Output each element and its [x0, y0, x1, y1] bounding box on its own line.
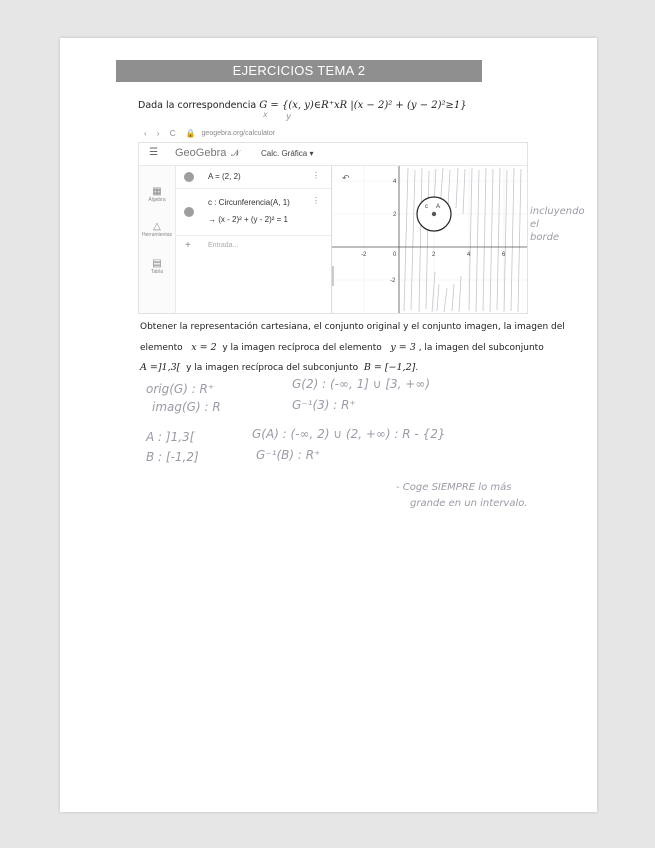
answer-orig: orig(G) : R⁺: [146, 382, 215, 396]
app-logo-icon: 𝒩: [231, 148, 240, 158]
answer-ginvb: G⁻¹(B) : R⁺: [256, 448, 321, 462]
undo-icon[interactable]: ↶: [342, 173, 350, 183]
plus-icon[interactable]: +: [185, 240, 191, 251]
problem-statement: [138, 100, 467, 111]
correspondence-formula: G = {(x, y)∈R⁺xR |(x − 2)² + (y − 2)²≥1}: [259, 100, 467, 111]
answer-imag: imag(G) : R: [152, 400, 221, 414]
hand-hatching: [404, 168, 521, 312]
answer-g2: G(2) : (-∞, 1] ∪ [3, +∞): [292, 377, 431, 391]
annotation-x: x: [263, 110, 268, 119]
algebra-row-circle[interactable]: c : Circunferencia(A, 1) → (x - 2)² + (y - 2)² = 1 ⋮: [176, 189, 331, 236]
point-label: A: [436, 204, 441, 210]
geogebra-side-tools: [139, 166, 176, 313]
graphics-view[interactable]: [332, 166, 527, 313]
handwritten-note: - Coge SIEMPRE lo más grande en un intervalo.: [396, 482, 528, 509]
hamburger-menu-icon[interactable]: ☰: [149, 147, 158, 158]
browser-url[interactable]: geogebra.org/calculator: [201, 129, 276, 137]
table-icon: ▤: [152, 258, 162, 269]
x-tick: -2: [361, 252, 367, 258]
algebra-row-point[interactable]: A = (2, 2) ⋮: [176, 166, 331, 189]
calculator-icon: ▦: [152, 186, 162, 197]
margin-note: incluyendo el borde: [530, 206, 585, 243]
algebra-view: [176, 166, 332, 313]
browser-bar: [144, 126, 540, 140]
y-tick: 4: [393, 179, 397, 185]
circle-label: c: [425, 204, 428, 210]
graph-canvas: [332, 166, 527, 313]
y-tick: -2: [390, 278, 396, 284]
tool-algebra[interactable]: ▦ Álgebra: [139, 186, 175, 203]
shapes-icon: △: [153, 221, 161, 232]
tool-table[interactable]: ▤ Tabla: [139, 258, 175, 275]
statement-prefix: Dada la correspondencia: [138, 100, 257, 111]
geogebra-brand: GeoGebra: [175, 147, 227, 159]
exercise-banner: EJERCICIOS TEMA 2: [116, 60, 482, 82]
question-line-2: elemento x = 2 y la imagen recíproca del elemento y = 3 , la imagen del subconjunto: [140, 342, 544, 353]
answer-set-a: A : ]1,3[: [146, 430, 195, 444]
annotation-y: y: [286, 112, 292, 122]
geogebra-toolbar: [139, 143, 527, 166]
x-tick: 0: [393, 252, 397, 258]
paper-sheet: [60, 38, 597, 812]
app-switcher[interactable]: Calc. Gráfica ▾: [261, 149, 314, 158]
algebra-input-row[interactable]: [176, 236, 331, 258]
tool-tools[interactable]: △ Herramientas: [139, 221, 175, 238]
x-tick: 2: [432, 252, 436, 258]
algebra-input[interactable]: Entrada...: [208, 242, 239, 249]
x-tick: 6: [502, 252, 506, 258]
question-line-1: Obtener la representación cartesiana, el conjunto original y el conjunto imagen, la imagen del: [140, 322, 565, 332]
answer-ga: G(A) : (-∞, 2) ∪ (2, +∞) : R - {2}: [252, 427, 446, 441]
answer-ginv3: G⁻¹(3) : R⁺: [292, 398, 356, 412]
visibility-toggle-icon[interactable]: [184, 172, 194, 182]
y-tick: 2: [393, 212, 397, 218]
point-a[interactable]: [432, 212, 436, 216]
x-tick: 4: [467, 252, 471, 258]
question-line-3: A =]1,3[ y la imagen recíproca del subconjunto B = [−1,2].: [140, 362, 419, 373]
lock-icon: 🔒: [185, 128, 196, 138]
geogebra-window: [138, 142, 528, 314]
browser-nav-icons[interactable]: ‹ › C: [144, 128, 180, 138]
visibility-toggle-icon[interactable]: [184, 207, 194, 217]
more-options-icon[interactable]: ⋮: [312, 196, 320, 205]
answer-set-b: B : [-1,2]: [146, 450, 199, 464]
more-options-icon[interactable]: ⋮: [312, 171, 320, 180]
